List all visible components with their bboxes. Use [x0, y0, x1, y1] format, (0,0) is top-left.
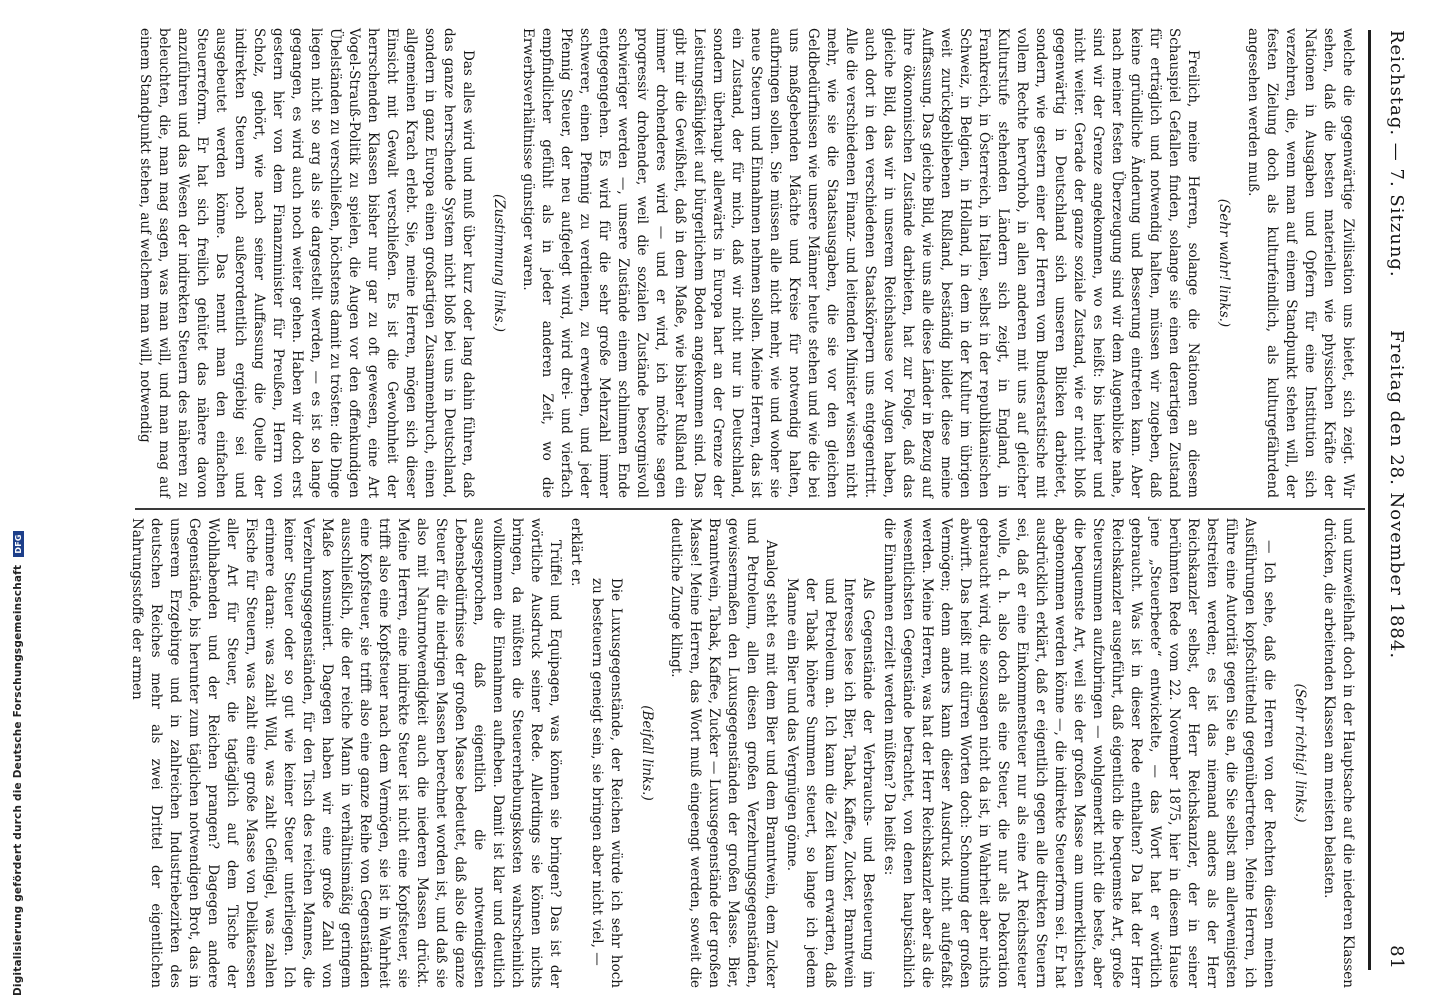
dfg-logo-icon: DFG	[13, 531, 24, 557]
interjection: (Zustimmung links.)	[491, 194, 507, 332]
page-header	[1373, 30, 1407, 970]
paragraph: Freilich, meine Herren, solange die Nationen an diesem Schauspiel Gefallen finden, solange sie einen derartigen Zustand für erträglich und notwendig halten, müssen wir zugeben, daß keine gründliche Änderung und Besserung eintreten kann. Aber nach meiner festen Überzeugung sind wir dem Augenblicke nahe, sind wir der Grenze angekommen, wo es heißt: bis hierher und nicht weiter. Gerade der ganze soziale Zustand, wie er nicht bloß gegenwärtig in Deutschland sich unseren Blicken darbietet, sondern, wie gestern einer der Herren vom Bundesratstische mit vollem Rechte hervorhob, in allen anderen mit uns auf gleicher Kulturstufe stehenden Ländern sich zeigt, in England, in Frankreich, in Österreich, in Italien, selbst in der republikanischen Schweiz, in Belgien, in Holland, in dem in der Kultur im übrigen weit zurückgebliebenen Rußland, beständig bildet diese meine Auffassung. Das gleiche Bild, wie uns alle diese Länder in Bezug auf ihre ökonomischen Zustände darbieten, hat zur Folge, daß das gleiche Bild, das wir in unserem Reichshause vor Augen haben, auch dort in den verschiedenen Staatskörpern uns entgegentritt. Alle die verschiedenen Finanz- und leitenden Minister wissen nicht mehr, wie sie die Staatsausgaben, die sie vor den gleichen Geldbedürfnissen wie unsere Männer heute stehen und wie die bei uns maßgebenden Mächte und Kreise für notwendig halten, aufbringen sollen. Sie müssen alle nicht mehr, wie und woher sie neue Steuern und Einnahmen nehmen sollen. Meine Herren, das ist ein Zustand, der für mich, daß wir nicht nur in Deutschland, sondern überhaupt allerwärts in Europa hart an der Grenze der Leistungsfähigkeit auf bürgerlichem Boden angekommen sind. Das gibt mir die Gewißheit, daß in dem Maße, wie bisher Rußland ein immer drohenderes wird — und er wird, ich möchte sagen progressiv drohender, weil die sozialen Zustände besorgnisvoll schwieriger werden —, unsere Zustände einem schlimmen Ende entgegengehen. Es wird für die sehr große Mehrzahl immer schwerer, einen Pfennig zu verdienen, zu erwerben, und jeder Pfennig Steuer, der neu aufgelegt wird, wird drei- und vierfach empfindlicher gefühlt als in jeder anderen Zeit, wo die Erwerbsverhältnisse günstiger waren.	[520, 28, 1201, 498]
page-number: 81	[1386, 945, 1407, 970]
paragraph: erklärt er.	[568, 518, 584, 587]
interjection: (Beifall links.)	[639, 705, 655, 801]
column-divider	[135, 508, 1365, 510]
interjection: (Sehr wahr! links.)	[1216, 198, 1232, 328]
paragraph: und unzweifelhaft doch in der Hauptsache auf die niederen Klassen drücken, die arbeitenden Klassen am meisten belasten.	[1321, 518, 1356, 988]
header-rule	[1368, 30, 1371, 970]
paragraph: Das alles wird und muß über kurz oder lang dahin führen, daß das ganze herrschende System nicht bloß bei uns in Deutschland, sondern in ganz Europa einen großartigen Zusammenbruch, einen allgemeinen Krach erlebt. Sie, meine Herren, mögen sich dieser Einsicht mit Gewalt verschließen. Es ist die Gewohnheit der herrschenden Klassen bisher nur gar zu oft gewesen, eine Art Vogel-Strauß-Politik zu spielen, die Augen vor den offenkundigen Übelständen zu verschließen, höchstens damit zu trösten: die Dinge liegen nicht so arg als sie dargestellt werden, — es ist so lange gegangen, es wird auch noch weiter gehen. Haben wir doch erst gestern hier von dem Finanzminister für Preußen, Herrn von Scholz, gehört, wie nach seiner Auffassung die Quelle der indirekten Steuern noch außerordentlich ergiebig sei und ausgebeutet werden könne. Das nennt man den einfachen Steuerreform. Er hat sich freilich gehütet das nähere davon anzuführen und das Wesen der indirekten Steuern des näheren zu beleuchten, die, man mag sagen, was man will, und man mag auf einem Standpunkt stehen, auf welchem man will, notwendig	[137, 28, 476, 498]
right-column	[129, 518, 1357, 988]
scanned-page	[115, 20, 1415, 988]
quotation: Als Gegenstände der Verbrauchs- und Besteuerung im Interesse lese ich Bier, Tabak, Kaffee, Zucker, Branntwein und Petroleum an. Ich kann die Zeit kaum erwarten, daß der Tabak höhere Summen steuert, so lange ich jedem Manne ein Bier und das Vergnügen gönne.	[784, 578, 876, 988]
attribution-text	[12, 531, 24, 996]
paragraph: welche die gegenwärtige Zivilisation uns bietet, sich zeigt. Wir sehen, daß die besten materiellen wie physischen Kräfte der Nationen in Ausgaben und Opfern für eine Institution sich verzehren, die, wenn man auf einem Standpunkt stehen will, der festen Zielung doch als kulturfeindlich, als kulturgefährdend angesehen werden muß.	[1245, 28, 1356, 498]
header-session: Reichstag. — 7. Sitzung.	[1386, 30, 1407, 278]
attribution-label: Digitalisierung gefördert durch die Deutsche Forschungsgemeinschaft	[12, 564, 24, 996]
quotation: Die Luxusgegenstände, der Reichen würde ich sehr hoch zu besteuern geneigt sein, sie bringen aber nicht viel, —	[589, 578, 624, 988]
header-date: Freitag den 28. November 1884.	[1386, 330, 1407, 660]
paragraph: Trüffel und Equipagen, was können sie bringen? Das ist der wörtliche Ausdruck seiner Rede. Allerdings sie können nichts bringen, da müßten die Steuererhebungskosten wahrscheinlich vollkommen die Einnahmen aufheben. Damit ist klar und deutlich ausgesprochen, daß eigentlich die notwendigsten Lebensbedürfnisse der großen Masse bedeutet, daß also die ganze Steuer für die niedrigen Massen berechnet worden ist, und daß sie also mit Naturnotwendigkeit auch die niederen Massen drückt. Meine Herren, eine indirekte Steuer ist nicht eine Kopfsteuer, sie trifft also eine Kopfsteuer nach dem Vermögen, sie ist in Wahrheit eine Kopfsteuer, sie trifft also eine ganze Reihe von Gegenständen ausschließlich, die der reiche Mann in verhältnismäßig geringem Maße konsumiert. Dagegen haben wir eine große Zahl von Verzehrungsgegenständen, für den Tisch des reichen Mannes, die keiner Steuer oder so gut wie keiner Steuer unterliegen. Ich erinnere daran: was zahlt Wild, was zahlt Geflügel, was zahlen Fische für Steuern, was zahlt eine große Masse von Delikatessen aller Art für Steuer, die tagtäglich auf dem Tische der Wohlhabenden und der Reichen prangen? Dagegen andere Gegenstände, bis herunter zum täglichen notwendigen Brot, das in unserem Erzgebirge und in zahlreichen Industriebezirken des deutschen Reiches mehr als zwei Drittel der eigentlichen Nahrungsstoffe der armen	[129, 518, 563, 988]
paragraph: Analog steht es mit dem Bier und dem Branntwein, dem Zucker und Petroleum, allen diesen großen Verzehrungsgegenständen, gewissermaßen den Luxusgegenständen der großen Masse. Bier, Branntwein, Tabak, Kaffee, Zucker — Luxusgegenstände der großen Masse! Meine Herren, das Wort muß eingeengt werden, soweit die deutliche Zunge klingt.	[668, 518, 779, 988]
paragraph: — Ich sehe, daß die Herren von der Rechten diesen meinen Ausführungen kopfschüttelnd gegenübertreten. Meine Herren, ich führe eine Autorität gegen Sie an, die Sie selbst am allerwenigsten bestreiten werden; es ist das niemand anders als der Herr Reichskanzler selbst, der Herr Reichskanzler, der in seiner berühmten Rede vom 22. November 1875, hier in diesem Hause jene „Steuerbeete“ entwickelte, — das Wort hat er wörtlich gebraucht. Was ist in dieser Rede enthalten? Da hat der Herr Reichskanzler ausgeführt, daß eigentlich die bequemste Art, große Steuersummen aufzubringen — wohlgemerkt nicht die beste, aber die bequemste Art, weil sie der großen Masse am unmerklichsten abgenommen werden könne —, die indirekte Steuerform sei. Er hat ausdrücklich erklärt, daß er eigentlich gegen alle direkten Steuern sei, daß er eine Einkommensteuer nur als eine Art Reichssteuer wolle, d. h. also doch als eine Steuer, die nur als Dekoration gebraucht wird, die sozusagen nicht da ist, in Wahrheit aber nichts abwirft. Das heißt mit dürren Worten doch: Schonung der großen Vermögen; denn anders kann dieser Ausdruck nicht aufgefaßt werden. Meine Herren, was hat der Herr Reichskanzler aber als die wesentlichsten Gegenstände betrachtet, von denen hauptsächlich die Einnahmen erzielt werden müßten? Da heißt es:	[881, 518, 1277, 988]
attribution-strip	[0, 0, 24, 1000]
left-column	[137, 28, 1357, 498]
interjection: (Sehr richtig! links.)	[1292, 683, 1308, 823]
